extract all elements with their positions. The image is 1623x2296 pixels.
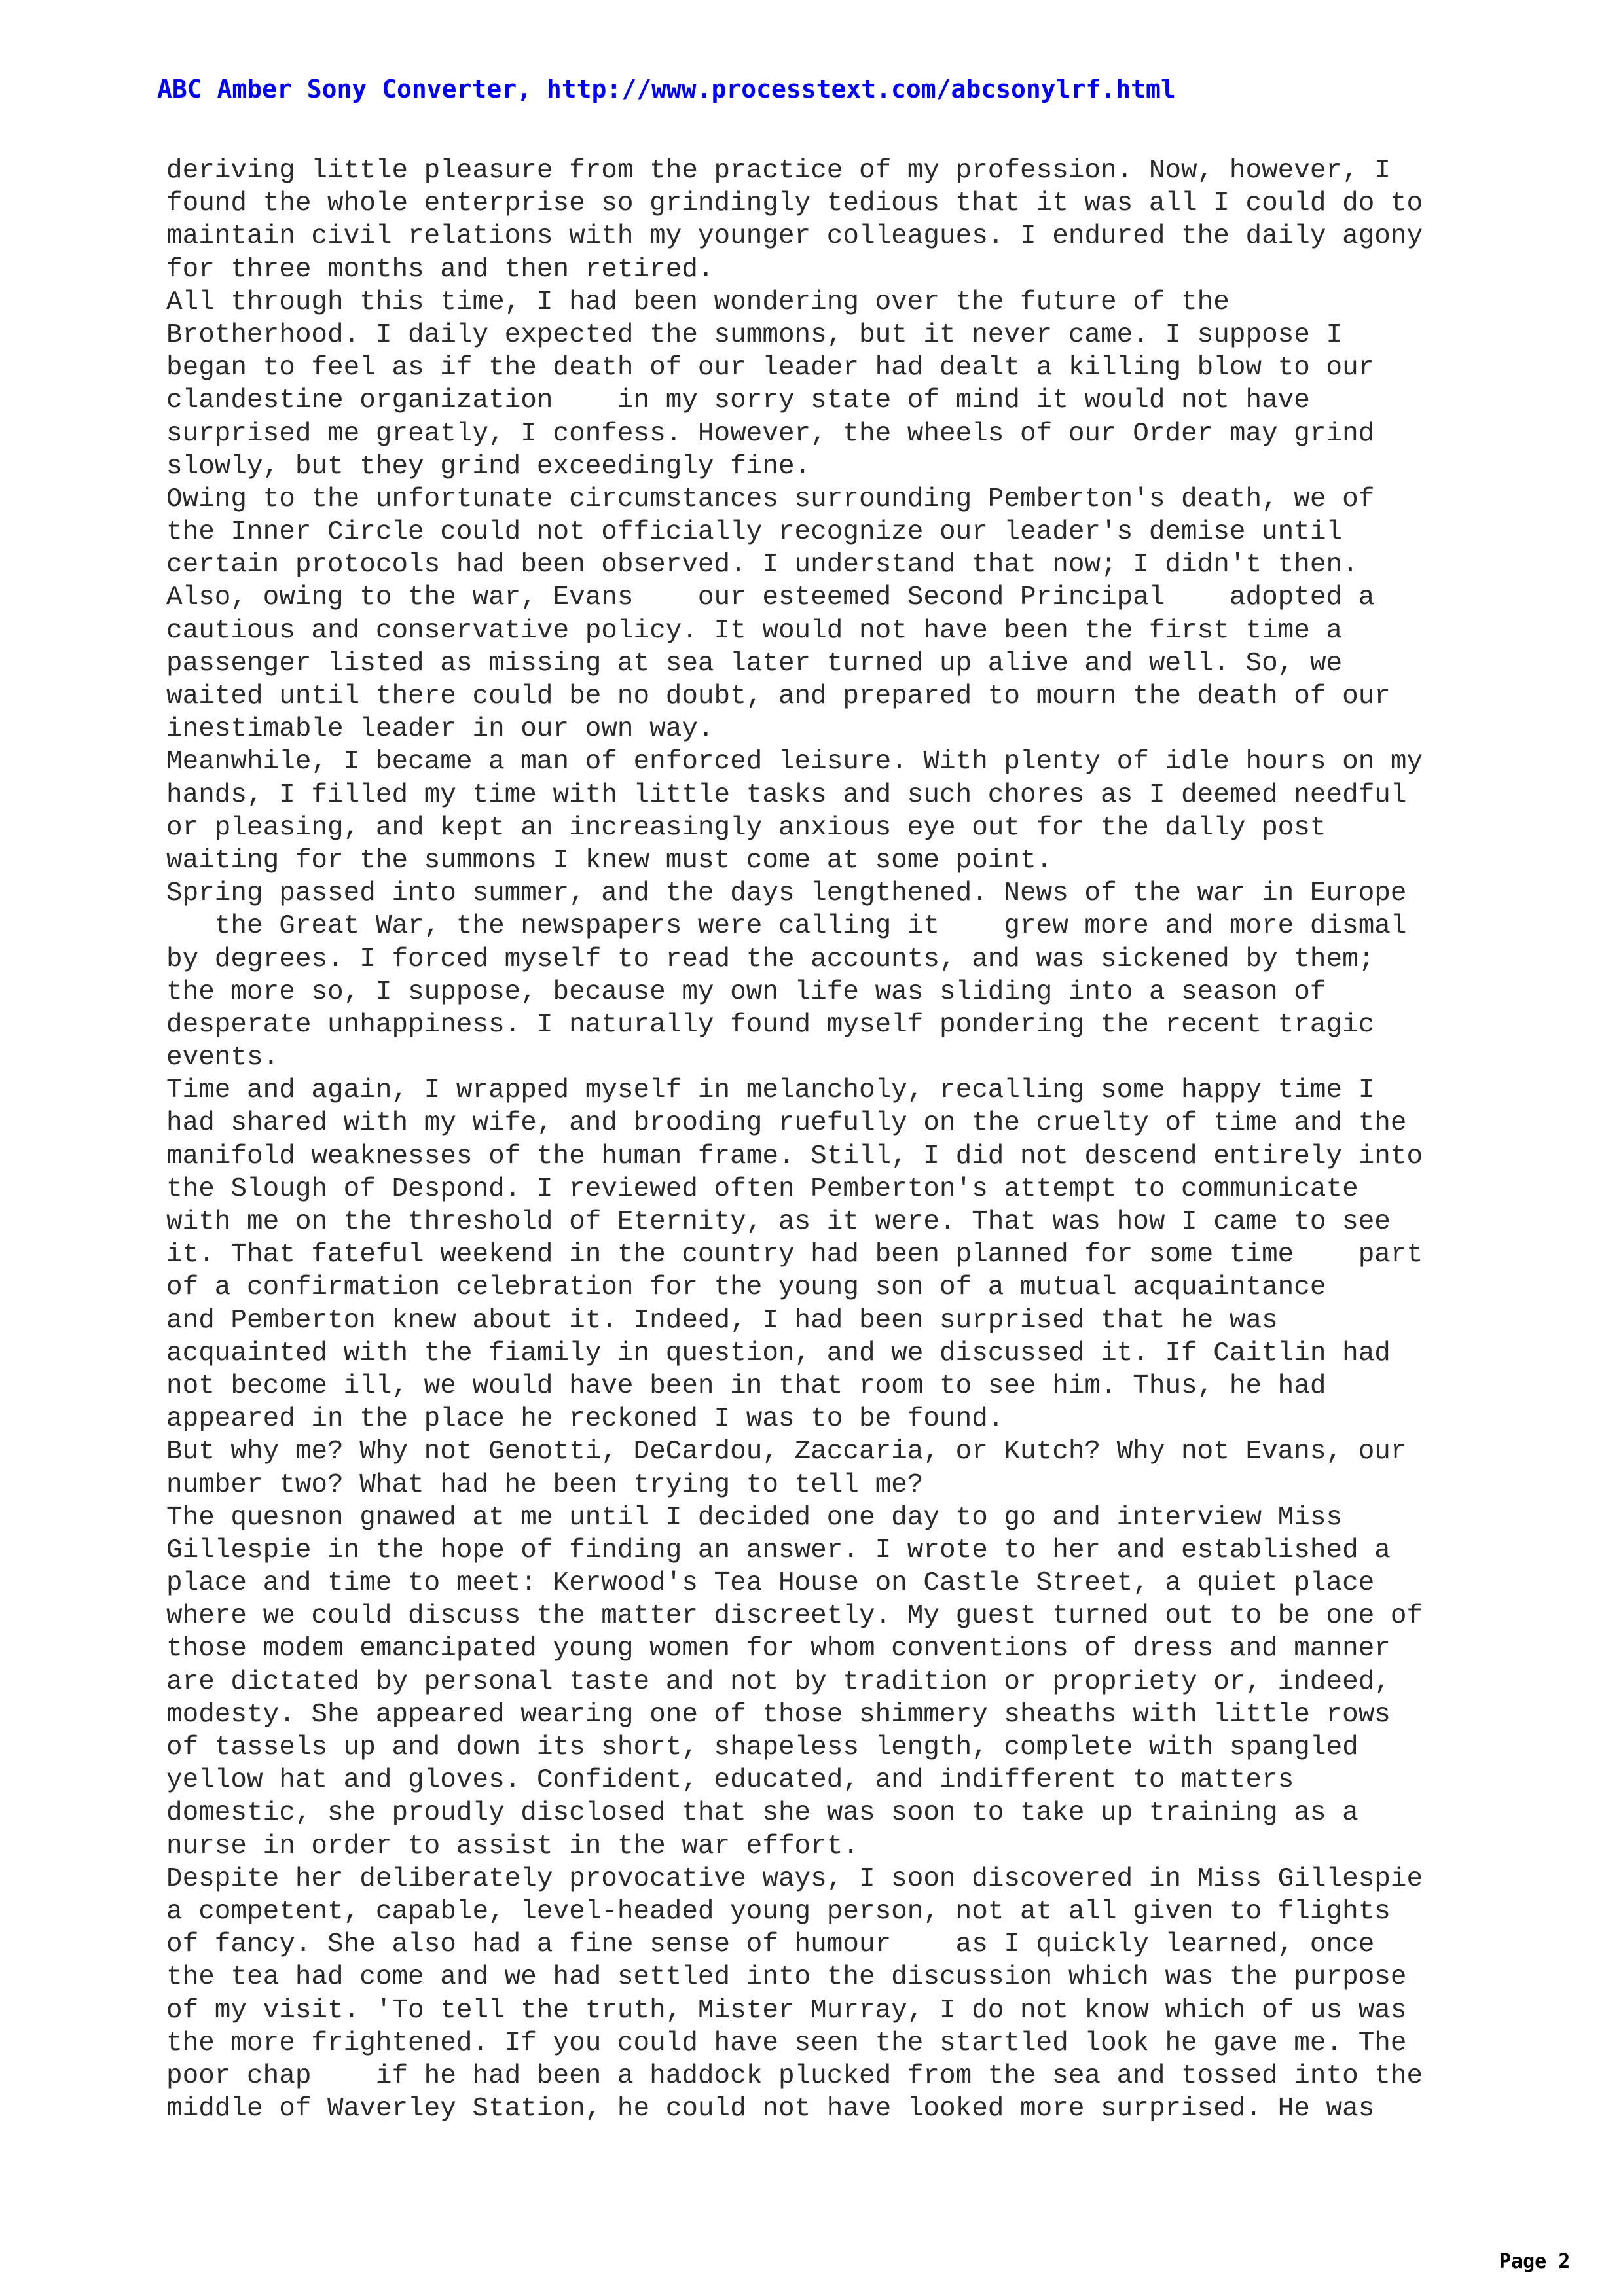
- text-line: middle of Waverley Station, he could not have looked more surprised. He was: [166, 2094, 1375, 2125]
- text-line: with me on the threshold of Eternity, as it were. That was how I came to see: [166, 1207, 1391, 1237]
- text-line: desperate unhappiness. I naturally found myself pondering the recent tragic: [166, 1009, 1375, 1040]
- text-line: acquainted with the fiamily in question, and we discussed it. If Caitlin had: [166, 1338, 1391, 1369]
- text-line: nurse in order to assist in the war effort.: [166, 1831, 859, 1861]
- text-line: events.: [166, 1043, 280, 1073]
- text-line: poor chap if he had been a haddock plucked from the sea and tossed into the: [166, 2060, 1423, 2091]
- text-line: had shared with my wife, and brooding ruefully on the cruelty of time and the: [166, 1108, 1407, 1139]
- text-line: Brotherhood. I daily expected the summons, but it never came. I suppose I: [166, 319, 1343, 350]
- text-line: manifold weaknesses of the human frame. Still, I did not descend entirely into: [166, 1141, 1423, 1172]
- text-line: the Inner Circle could not officially recognize our leader's demise until: [166, 517, 1343, 548]
- text-line: found the whole enterprise so grindingly tedious that it was all I could do to: [166, 188, 1423, 219]
- text-line: waiting for the summons I knew must come at some point.: [166, 845, 1053, 876]
- text-line: of my visit. 'To tell the truth, Mister Murray, I do not know which of us was: [166, 1995, 1407, 2026]
- text-line: it. That fateful weekend in the country had been planned for some time part: [166, 1240, 1423, 1270]
- text-line: of a confirmation celebration for the young son of a mutual acquaintance: [166, 1272, 1326, 1303]
- text-line: certain protocols had been observed. I understand that now; I didn't then.: [166, 550, 1359, 581]
- text-line: domestic, she proudly disclosed that she was soon to take up training as a: [166, 1798, 1359, 1829]
- text-line: Gillespie in the hope of finding an answer. I wrote to her and established a: [166, 1535, 1391, 1566]
- text-line: are dictated by personal taste and not by tradition or propriety or, indeed,: [166, 1666, 1391, 1697]
- text-line: a competent, capable, level-headed young person, not at all given to flights: [166, 1896, 1391, 1927]
- text-line: yellow hat and gloves. Confident, educated, and indifferent to matters: [166, 1765, 1294, 1796]
- text-line: number two? What had he been trying to tell me?: [166, 1469, 924, 1500]
- text-line: maintain civil relations with my younger colleagues. I endured the daily agony: [166, 221, 1423, 252]
- converter-header: ABC Amber Sony Converter, http://www.processtext.com/abcsonylrf.html: [157, 75, 1176, 103]
- page-body: [166, 154, 1607, 2125]
- text-line: of fancy. She also had a fine sense of humour as I quickly learned, once: [166, 1929, 1375, 1960]
- text-line: Also, owing to the war, Evans our esteemed Second Principal adopted a: [166, 583, 1375, 613]
- text-line: But why me? Why not Genotti, DeCardou, Zaccaria, or Kutch? Why not Evans, our: [166, 1437, 1407, 1467]
- text-line: passenger listed as missing at sea later turned up alive and well. So, we: [166, 648, 1343, 679]
- text-line: and Pemberton knew about it. Indeed, I had been surprised that he was: [166, 1305, 1278, 1336]
- text-line: of tassels up and down its short, shapeless length, complete with spangled: [166, 1732, 1359, 1763]
- text-line: the Great War, the newspapers were calling it grew more and more dismal: [166, 911, 1407, 942]
- text-line: by degrees. I forced myself to read the accounts, and was sickened by them;: [166, 944, 1375, 975]
- text-line: clandestine organization in my sorry state of mind it would not have: [166, 386, 1310, 416]
- text-line: slowly, but they grind exceedingly fine.: [166, 451, 811, 482]
- text-line: Meanwhile, I became a man of enforced leisure. With plenty of idle hours on my: [166, 747, 1423, 778]
- text-line: appeared in the place he reckoned I was to be found.: [166, 1404, 1004, 1435]
- text-line: the tea had come and we had settled into the discussion which was the purpose: [166, 1962, 1407, 1993]
- text-line: not become ill, we would have been in that room to see him. Thus, he had: [166, 1371, 1326, 1401]
- text-line: Despite her deliberately provocative ways, I soon discovered in Miss Gillespie: [166, 1863, 1423, 1894]
- text-line: modesty. She appeared wearing one of those shimmery sheaths with little rows: [166, 1699, 1391, 1730]
- text-line: deriving little pleasure from the practice of my profession. Now, however, I: [166, 156, 1391, 186]
- text-line: All through this time, I had been wondering over the future of the: [166, 287, 1230, 317]
- page-number: Page 2: [1499, 2250, 1571, 2273]
- text-line: The quesnon gnawed at me until I decided one day to go and interview Miss: [166, 1502, 1343, 1533]
- text-line: place and time to meet: Kerwood's Tea House on Castle Street, a quiet place: [166, 1568, 1375, 1599]
- text-line: where we could discuss the matter discreetly. My guest turned out to be one of: [166, 1601, 1423, 1632]
- text-line: inestimable leader in our own way.: [166, 714, 714, 745]
- text-line: the Slough of Despond. I reviewed often Pemberton's attempt to communicate: [166, 1174, 1359, 1204]
- text-line: hands, I filled my time with little tasks and such chores as I deemed needful: [166, 780, 1407, 810]
- text-line: Spring passed into summer, and the days lengthened. News of the war in Europe: [166, 878, 1407, 909]
- text-line: surprised me greatly, I confess. However, the wheels of our Order may grind: [166, 418, 1375, 449]
- text-line: waited until there could be no doubt, and prepared to mourn the death of our: [166, 681, 1391, 711]
- text-line: or pleasing, and kept an increasingly anxious eye out for the dally post: [166, 812, 1326, 843]
- text-line: Owing to the unfortunate circumstances surrounding Pemberton's death, we of: [166, 484, 1375, 514]
- text-line: the more so, I suppose, because my own life was sliding into a season of: [166, 977, 1326, 1007]
- text-line: for three months and then retired.: [166, 254, 714, 285]
- text-line: Time and again, I wrapped myself in melancholy, recalling some happy time I: [166, 1075, 1375, 1106]
- text-line: the more frightened. If you could have seen the startled look he gave me. The: [166, 2028, 1407, 2058]
- text-line: began to feel as if the death of our leader had dealt a killing blow to our: [166, 353, 1375, 384]
- text-line: those modem emancipated young women for whom conventions of dress and manner: [166, 1634, 1391, 1664]
- text-line: cautious and conservative policy. It would not have been the first time a: [166, 615, 1343, 646]
